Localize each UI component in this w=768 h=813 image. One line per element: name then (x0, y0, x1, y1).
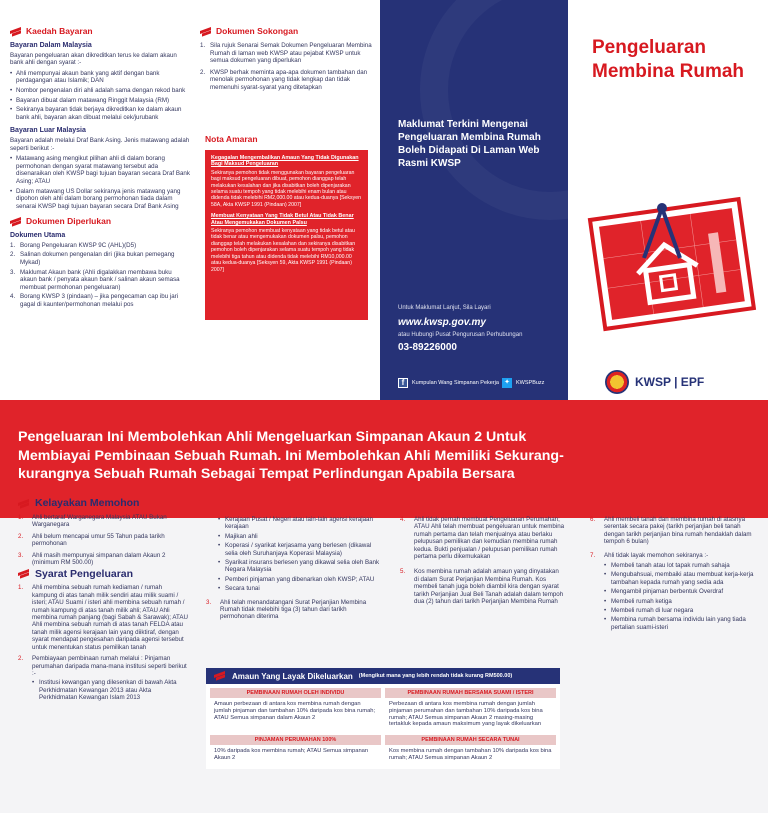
twitter-icon: ✦ (502, 378, 512, 388)
list-item: • Dalam matawang US Dollar sekiranya jenis matawang yang dipohon oleh ahli dalam borang permohonan tiada dalam senarai KWSP bagi tujuan bayaran secara Draf Bank Asing (10, 188, 190, 211)
amount-table-header (206, 668, 560, 684)
list-item: 2. Salinan dokumen pengenalan diri (jika bukan pemegang Mykad) (10, 251, 175, 267)
nota-heading (205, 136, 258, 144)
kaedah-heading (10, 28, 190, 36)
amount-cell (210, 688, 381, 731)
ineligible-list (604, 562, 755, 631)
list-item: 1. Ahli bertaraf Warganegara Malaysia ATAU Bukan Warganegara (18, 514, 167, 529)
list-item: • Membina rumah bersama individu lain yang tiada pertalian suami-isteri (604, 616, 755, 631)
phone-number[interactable]: 03-89226000 (398, 342, 457, 353)
sokongan-heading (200, 28, 375, 36)
amount-note: (Mengikut mana yang lebih rendah tidak kurang RM500.00) (358, 673, 513, 679)
panel-headline: Maklumat Terkini Mengenai Pengeluaran Membina Rumah Boleh Didapati Di Laman Web Rasmi KWSP (398, 119, 541, 169)
list-item: 2. Ahli belum mencapai umur 55 Tahun pada tarikh permohonan (18, 532, 165, 548)
syarat-list-cont-2 (400, 516, 565, 605)
twitter-link[interactable] (502, 378, 544, 388)
syarat-list (18, 584, 188, 701)
list-item: 4. Ahli tidak pernah membuat Pengeluaran Perumahan; ATAU Ahli telah membuat pengeluaran untuk membina rumah pertama dan telah menjualnya atau berlaku pelupusan pemilikan dan kemudian membina rumah kedua. Bukti penjualan / pelupusan pemilikan rumah pertama perlu dikemukakan (400, 516, 565, 561)
warning-text-1: Sekiranya pemohon tidak menggunakan bayaran pengeluaran bagi maksud pengeluaran dibuat, pemohon dianggap telah melakukan kesalahan dan jika disabitkan boleh dipenjarakan selama suatu tempoh yang tidak melebihi enam bulan atau didenda tidak melebihi RM2,000.00 atau kedua-duanya [Seksyen 58A, Akta KWSP 1991 (Pindaan) 2007] (211, 169, 361, 208)
cell-text: Amaun perbezaan di antara kos membina rumah dengan jumlah pinjaman dan tambahan 10% daripada kos bina rumah; ATAU Semua simpanan dalam Akaun 2 (214, 701, 376, 721)
cell-text: Kos membina rumah dengan tambahan 10% daripada kos bina rumah; ATAU Semua simpanan Akaun 2 (389, 748, 552, 761)
warning-heading-1: Kegagalan Mengembalikan Amaun Yang Tidak Digunakan Bagi Maksud Pengeluaran (211, 155, 359, 168)
list-item: • Mengubahsuai, membaiki atau membuat kerja-kerja tambahan kepada rumah yang sedia ada (604, 571, 755, 586)
amount-title: Amaun Yang Layak Dikeluarkan (232, 671, 353, 681)
cell-heading: PEMBINAAN RUMAH SECARA TUNAI (385, 735, 556, 745)
syarat-title: Syarat Pengeluaran (35, 567, 134, 580)
cell-heading: PEMBINAAN RUMAH OLEH INDIVIDU (210, 688, 381, 698)
dokumen-heading (10, 218, 190, 226)
cell-heading: PEMBINAAN RUMAH BERSAMA SUAMI / ISTERI (385, 688, 556, 698)
dokumen-subtitle: Dokumen Utama (10, 232, 66, 240)
eligibility-column (18, 497, 188, 706)
list-item: • Majikan ahli (218, 533, 383, 540)
cover-panel (570, 0, 768, 400)
dokumen-list (10, 242, 190, 309)
main-headline: Pengeluaran Ini Membolehkan Ahli Mengeluarkan Simpanan Akaun 2 Untuk Membiayai Pembinaan Sebuah Rumah. Ini Membolehkan Ahli Memiliki Sekurang-kurangnya Sebuah Rumah Sebagai Tempat Perlindungan Apabila Bersara (18, 429, 564, 482)
info-text: Untuk Maklumat Lanjut, Sila Layari (398, 305, 491, 311)
brand-name: KWSP | EPF (635, 375, 705, 389)
blm-list (10, 155, 190, 210)
decor-arc (420, 0, 568, 220)
list-item: • Nombor pengenalan diri ahli adalah sama dengan rekod bank (10, 87, 190, 95)
list-item: 2. KWSP berhak meminta apa-apa dokumen tambahan dan menolak permohonan yang tidak lengkap dan tidak memenuhi syarat-syarat yang ditetapkan (200, 68, 368, 91)
section-stripe-icon (200, 28, 212, 36)
facebook-link[interactable] (398, 378, 499, 388)
list-item: • Syarikat insurans berlesen yang dikawal selia oleh Bank Negara Malaysia (218, 559, 383, 574)
warning-heading-2: Membuat Kenyataan Yang Tidak Betul Atau Tidak Benar Atau Mengemukakan Dokumen Palsu (211, 213, 354, 226)
lenders-list (218, 516, 383, 593)
conditions-column (400, 516, 565, 609)
amount-cell (210, 735, 381, 765)
list-item: • Membeli tanah atau lot tapak rumah sahaja (604, 562, 755, 569)
amount-cell (385, 688, 556, 731)
cell-text: Perbezaan di antara kos membina rumah dengan jumlah pinjaman perumahan dan tambahan 10% daripada kos bina rumah; ATAU Semua simpanan Akaun 2 masing-masing tertakluk kepada amaun maksimum yang layak dikeluarkan (389, 701, 543, 728)
facebook-label: Kumpulan Wang Simpanan Pekerja (412, 380, 499, 386)
amount-cell (385, 735, 556, 765)
list-item: 1. Ahli membina sebuah rumah kediaman / rumah kampung di atas tanah milik sendiri atau milik suami / isteri; ATAU Suami / isteri ahli membina sebuah rumah / rumah kampung di atas tanah milik ahli; ATAU Ahli membina rumah panjang (bagi Sabah & Sarawak); ATAU Ahli membina sebuah rumah di atas tanah FELDA atau tanah milik agensi kerajaan lain yang diiktiraf, dengan syarat mendapat pengesahan daripada agensi tersebut untuk menentukan status pemilikan tanah (18, 584, 188, 651)
kaedah-title: Kaedah Bayaran (26, 26, 93, 37)
list-item: 6. Ahli membeli tanah dan membina rumah di atasnya serentak secara pakej (tarikh perjanjian beli tanah dengan tarikh perjanjian bina rumah hendaklah dalam tempoh 6 bulan) (590, 516, 752, 546)
list-item: 3. Maklumat Akaun bank (Ahli digalakkan membawa buku akaun bank / penyata akaun bank / salinan akaun semasa membuat permohonan pengeluaran) (10, 268, 180, 291)
kelayakan-list (18, 514, 188, 566)
list-item: • Pemberi pinjaman yang dibenarkan oleh KWSP; ATAU (218, 576, 383, 583)
info-text-2: atau Hubungi Pusat Pengurusan Perhubungan (398, 332, 523, 338)
list-item: • Institusi kewangan yang dilesenkan di bawah Akta Perkhidmatan Kewangan 2013 atau Akta Perkhidmatan Kewangan Islam 2013 (32, 679, 188, 701)
lenders-column (206, 516, 383, 625)
kelayakan-heading (18, 497, 188, 510)
section-stripe-icon (18, 570, 30, 578)
list-item: • Kerajaan Pusat / Negeri atau lain-lain agensi kerajaan kerajaan (218, 516, 383, 531)
list-item: • Bayaran dibuat dalam matawang Ringgit Malaysia (RM) (10, 97, 190, 105)
warning-text-2: Sekiranya pemohon membuat kenyataan yang tidak betul atau tidak benar atau mengemukakan dokumen palsu, pemohon dianggap telah melakukan kesalahan dan sekiranya disabitkan pemohon boleh dipenjarakan selama suatu tempoh yang tidak melebihi tiga tahun atau didenda tidak melebihi RM10,000.00 atau kedua-duanya [Seksyen 59, Akta KWSP 1991 (Pindaan) 2007] (211, 228, 356, 273)
list-item: • Koperasi / syarikat kerjasama yang berlesen (dikawal selia oleh Suruhanjaya Koperasi Malaysia) (218, 542, 383, 557)
documents-column (200, 26, 375, 144)
sokongan-list (200, 42, 375, 92)
dokumen-title: Dokumen Diperlukan (26, 216, 112, 227)
list-item: 2. Pembiayaan pembinaan rumah melalui : Pinjaman perumahan daripada mana-mana institusi seperti berikut :- • Institusi kewangan yang dilesenkan di bawah Akta Perkhidmatan Kewangan 2013 atau Akta Perkhidmatan Kewangan Islam 2013 (18, 655, 188, 701)
contact-panel (380, 0, 568, 400)
list-item: 1. Borang Pengeluaran KWSP 9C (AHL)(D5) (10, 241, 137, 249)
cell-text: 10% daripada kos membina rumah; ATAU Semua simpanan Akaun 2 (214, 748, 369, 761)
list-item: 3. Ahli masih mempunyai simpanan dalam Akaun 2 (minimum RM 500.00) (18, 551, 166, 567)
amount-grid (206, 684, 560, 769)
top-panels (0, 0, 768, 400)
list-item: 5. Kos membina rumah adalah amaun yang dinyatakan di dalam Surat Perjanjian Membina Rumah. Kos membeli tanah juga boleh diambil kira dengan syarat tarikh Perjanjian Jual Beli Tanah adalah dalam tempoh dua (2) tahun dari tarikh Perjanjian Membina Rumah (400, 568, 564, 606)
website-link[interactable]: www.kwsp.gov.my (398, 317, 486, 328)
house-blueprint-illustration (570, 0, 768, 400)
blm-intro: Bayaran adalah melalui Draf Bank Asing. Jenis matawang adalah seperti berikut :- (10, 136, 190, 152)
list-item: • Matawang asing mengikut pilihan ahli di dalam borang permohonan dengan syarat matawang tersebut ada disenaraikan oleh KWSP bagi tujuan bayaran secara Draf Bank Asing; ATAU (10, 155, 190, 185)
facebook-icon: f (398, 378, 408, 388)
syarat-list-cont (206, 599, 383, 621)
amount-table (206, 668, 560, 769)
twitter-label: KWSPBuzz (516, 380, 545, 386)
syarat-heading (18, 567, 188, 580)
list-item: 1. Sila rujuk Senarai Semak Dokumen Pengeluaran Membina Rumah di laman web KWSP atau pejabat KWSP untuk semua dokumen yang diperlukan (200, 42, 372, 65)
cover-title-line2: Membina Rumah (592, 61, 745, 82)
section-stripe-icon (18, 500, 30, 508)
bdm-list (10, 70, 190, 122)
kelayakan-title: Kelayakan Memohon (35, 497, 140, 510)
list-item: • Sekiranya bayaran tidak berjaya dikreditkan ke dalam akaun bank ahli, bayaran akan dibuat melalui cek/jurubank (10, 106, 190, 121)
payment-column (10, 28, 190, 311)
warning-box (205, 150, 368, 320)
ineligible-column (590, 516, 755, 635)
bdm-title: Bayaran Dalam Malaysia (10, 42, 92, 49)
list-item: • Membeli rumah ketiga (604, 598, 755, 605)
list-item: • Membeli rumah di luar negara (604, 607, 755, 614)
list-item: 3. Ahli telah menandatangani Surat Perjanjian Membina Rumah tidak melebihi tiga (3) tahun dari tarikh permohonan diterima (206, 598, 367, 621)
syarat-list-cont-3 (590, 516, 755, 631)
section-stripe-icon (10, 218, 22, 226)
nota-title: Nota Amaran (205, 134, 258, 144)
list-item: • Mengambil pinjaman berbentuk Overdraf (604, 588, 755, 595)
list-item: 7. Ahli tidak layak memohon sekiranya :- • Membeli tanah atau lot tapak rumah sahaja • Mengubahsuai, membaiki atau membuat kerja-kerja tambahan kepada rumah yang sedia ada • Mengambil pinjaman berbentuk Overdraf • Membeli rumah ketiga • Membeli rumah di luar negara • Membina rumah bersama individu lain yang tiada pertalian suami-isteri (590, 552, 755, 632)
list-item: • Secara tunai (218, 585, 383, 592)
blm-title: Bayaran Luar Malaysia (10, 127, 86, 135)
cell-heading: PINJAMAN PERUMAHAN 100% (210, 735, 381, 745)
sokongan-title: Dokumen Sokongan (216, 26, 299, 37)
kwsp-logo (605, 370, 704, 394)
bdm-intro: Bayaran pengeluaran akan dikreditkan terus ke dalam akaun bank ahli dengan syarat :- (10, 51, 177, 67)
section-stripe-icon (214, 672, 226, 680)
section-stripe-icon (10, 28, 22, 36)
crest-icon (605, 370, 629, 394)
cover-title-line1: Pengeluaran (592, 37, 707, 58)
list-item: 4. Borang KWSP 3 (pindaan) – jika pengecaman cap ibu jari gagal di kaunter/permohonan melalui pos (10, 293, 179, 309)
syarat2-sublist (32, 679, 188, 701)
list-item: • Ahli mempunyai akaun bank yang aktif dengan bank perdagangan atau Islamik; DAN (10, 70, 190, 85)
bottom-section (0, 400, 768, 813)
